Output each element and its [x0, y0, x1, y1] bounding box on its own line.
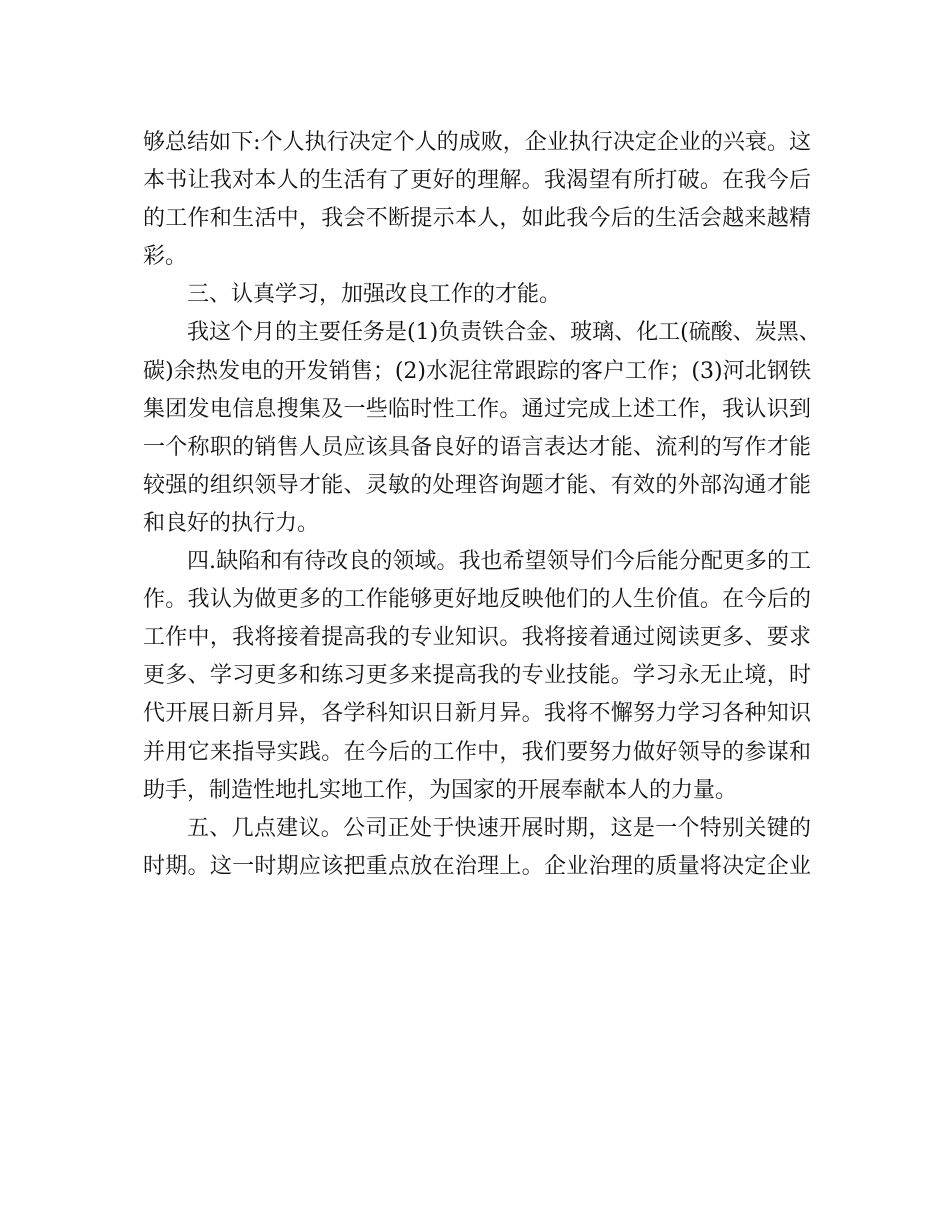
text-line: 工作中，我将接着提高我的专业知识。我将接着通过阅读更多、要求	[143, 625, 811, 651]
text-line: 并用它来指导实践。在今后的工作中，我们要努力做好领导的参谋和	[143, 739, 811, 765]
section-heading: 四.缺陷和有待改良的领域。我也希望领导们今后能分配更多的工	[187, 549, 811, 575]
section-heading: 五、几点建议。公司正处于快速开展时期，这是一个特别关键的	[187, 815, 811, 841]
text-line: 我这个月的主要任务是(1)负责铁合金、玻璃、化工(硫酸、炭黑、	[187, 320, 821, 346]
text-line: 和良好的执行力。	[143, 510, 320, 536]
text-line: 时期。这一时期应该把重点放在治理上。企业治理的质量将决定企业	[143, 853, 811, 879]
text-line: 更多、学习更多和练习更多来提高我的专业技能。学习永无止境，时	[143, 663, 811, 689]
section-heading: 三、认真学习，加强改良工作的才能。	[187, 282, 562, 308]
text-line: 本书让我对本人的生活有了更好的理解。我渴望有所打破。在我今后	[143, 168, 811, 194]
text-line: 助手，制造性地扎实地工作，为国家的开展奉献本人的力量。	[143, 777, 738, 803]
text-line: 碳)余热发电的开发销售；(2)水泥往常跟踪的客户工作；(3)河北钢铁	[143, 358, 811, 384]
text-line: 较强的组织领导才能、灵敏的处理咨询题才能、有效的外部沟通才能	[143, 472, 811, 498]
text-line: 的工作和生活中，我会不断提示本人，如此我今后的生活会越来越精	[143, 206, 811, 232]
text-line: 一个称职的销售人员应该具备良好的语言表达才能、流利的写作才能	[143, 434, 811, 460]
text-line: 彩。	[143, 244, 188, 270]
text-line: 集团发电信息搜集及一些临时性工作。通过完成上述工作，我认识到	[143, 396, 811, 422]
document-body	[143, 124, 821, 886]
text-line: 够总结如下:个人执行决定个人的成败，企业执行决定企业的兴衰。这	[143, 130, 811, 155]
text-line: 作。我认为做更多的工作能够更好地反映他们的人生价值。在今后的	[143, 587, 811, 613]
text-line: 代开展日新月异，各学科知识日新月异。我将不懈努力学习各种知识	[143, 701, 811, 727]
